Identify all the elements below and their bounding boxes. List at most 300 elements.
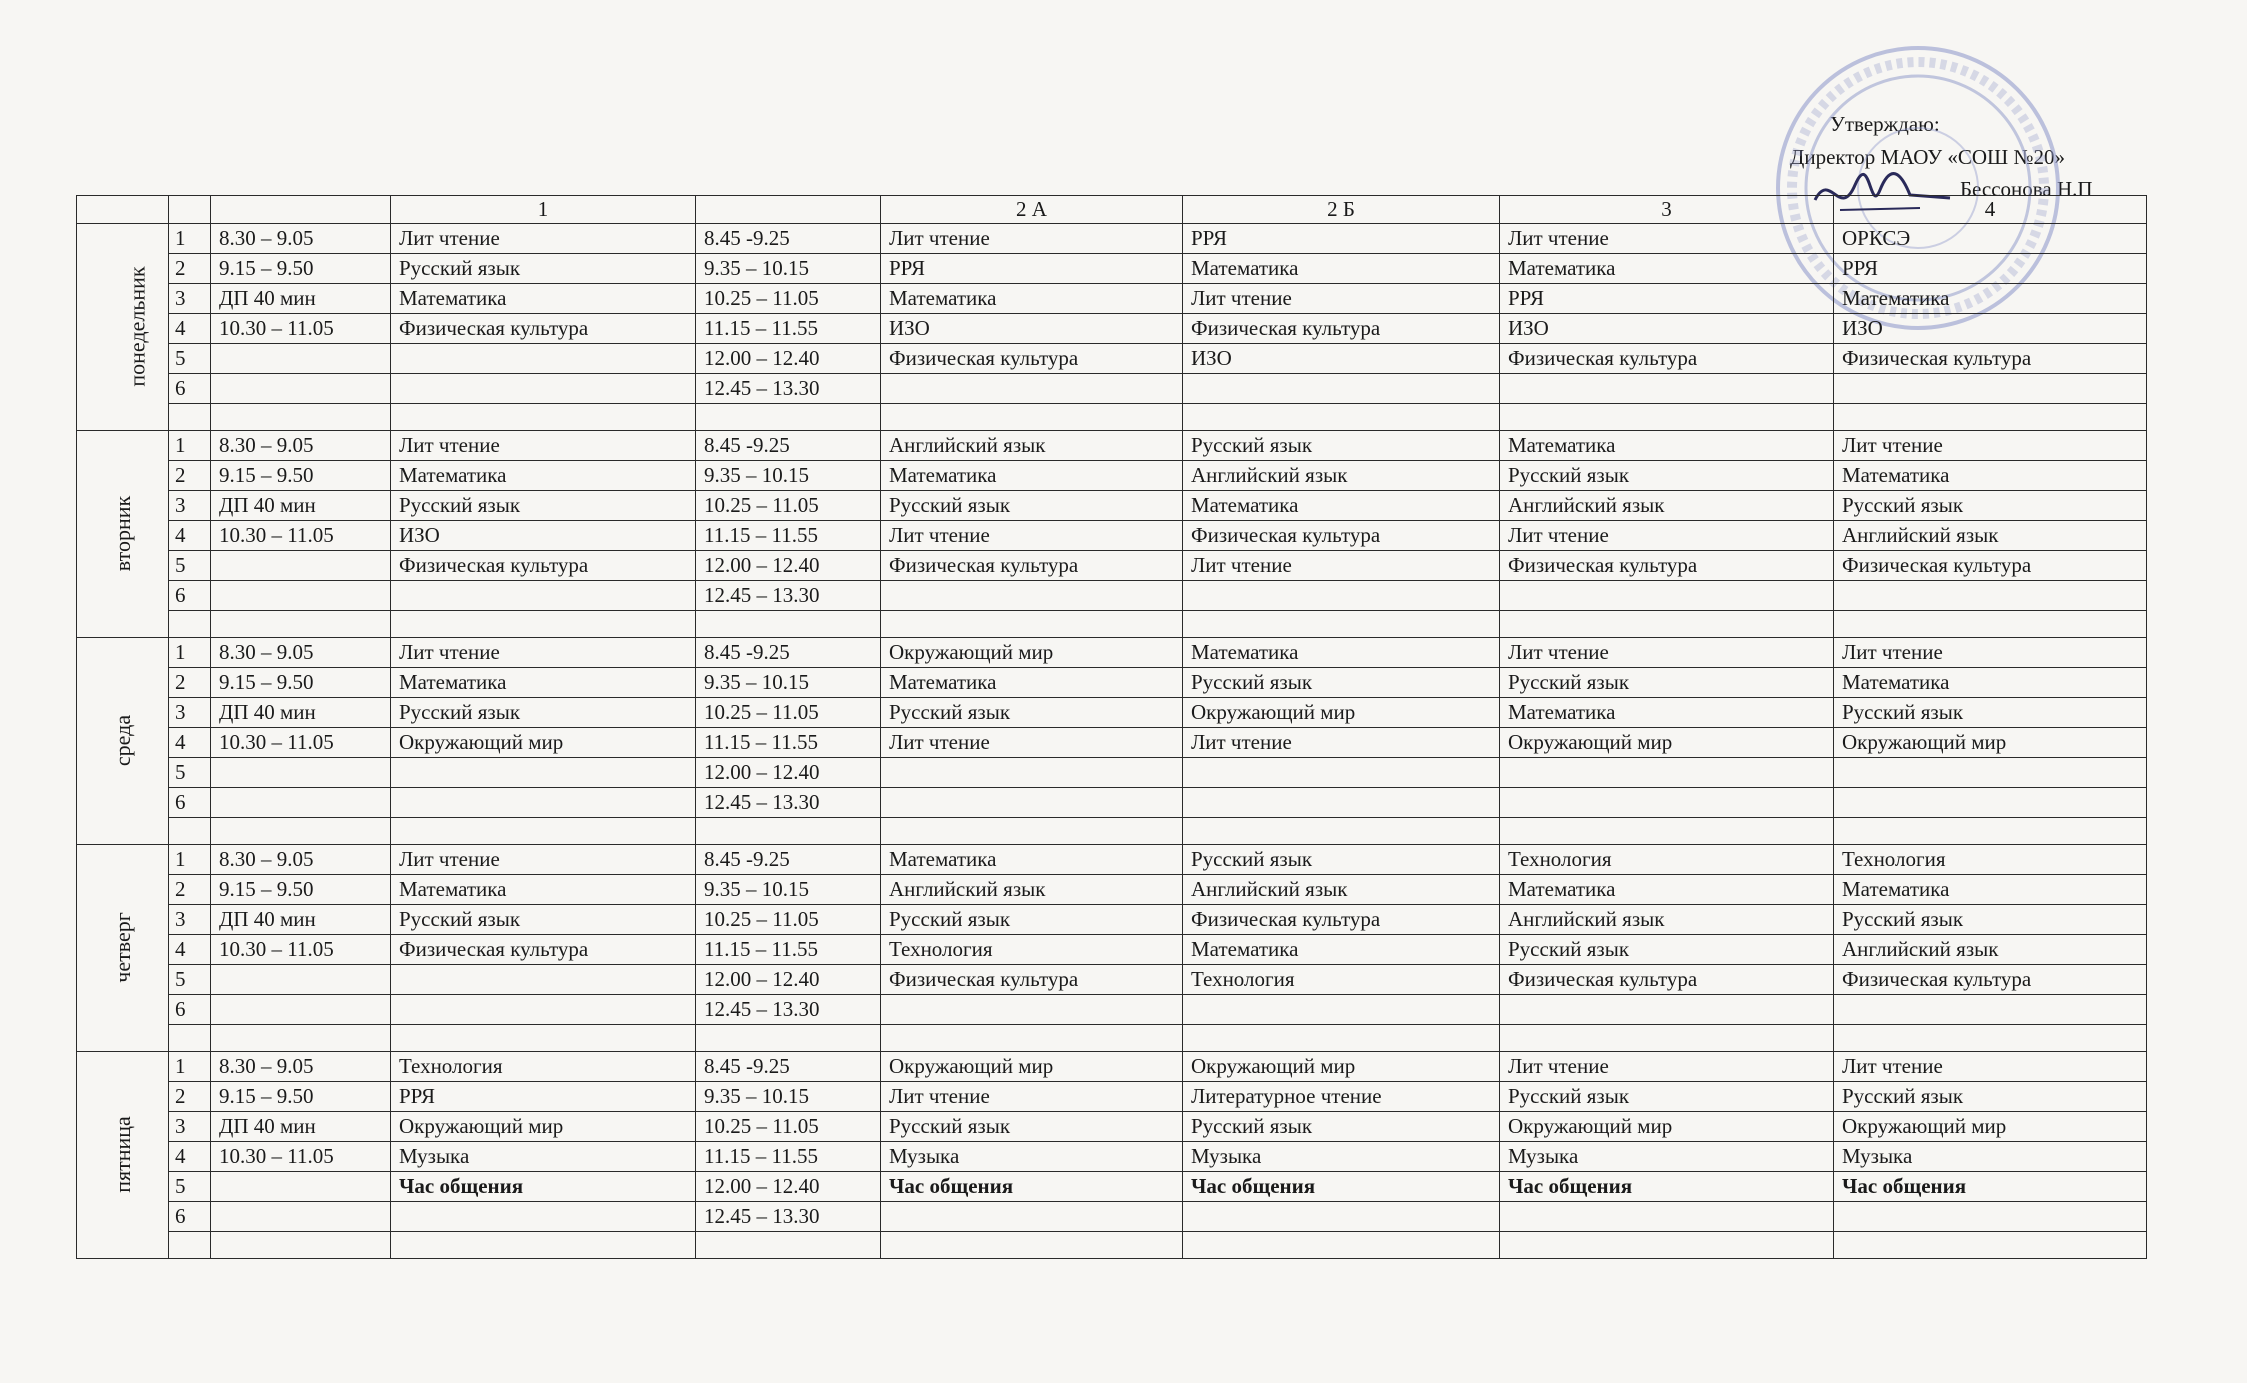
approval-block [1790,108,2220,206]
subject-class-2b [1183,374,1500,404]
table-row [77,965,2147,995]
subject-class-4: РРЯ [1834,254,2147,284]
table-row [77,344,2147,374]
time-classes-2-4: 9.35 – 10.15 [696,254,881,284]
subject-class-2a [881,374,1183,404]
lesson-number: 3 [169,698,211,728]
spacer-cell [211,404,391,431]
header-empty [169,196,211,224]
subject-class-2b: Окружающий мир [1183,698,1500,728]
subject-class-3: Окружающий мир [1500,1112,1834,1142]
subject-class-4: Окружающий мир [1834,728,2147,758]
subject-class-4: Физическая культура [1834,344,2147,374]
day-label [77,1052,169,1259]
table-row [77,521,2147,551]
subject-class-3: Физическая культура [1500,551,1834,581]
spacer-cell [391,1232,696,1259]
time-classes-2-4: 10.25 – 11.05 [696,491,881,521]
header-empty [696,196,881,224]
subject-class-1: Окружающий мир [391,1112,696,1142]
subject-class-3: Русский язык [1500,668,1834,698]
subject-class-3: Русский язык [1500,935,1834,965]
spacer-cell [391,404,696,431]
spacer-cell [1834,818,2147,845]
subject-class-3: Русский язык [1500,461,1834,491]
table-row [77,224,2147,254]
subject-class-1 [391,758,696,788]
spacer-cell [391,611,696,638]
subject-class-2a [881,758,1183,788]
subject-class-3: Лит чтение [1500,1052,1834,1082]
day-name: вторник [110,495,135,572]
subject-class-1 [391,788,696,818]
subject-class-2a: Русский язык [881,491,1183,521]
subject-class-2b: Английский язык [1183,461,1500,491]
subject-class-4 [1834,581,2147,611]
table-row [77,374,2147,404]
spacer-cell [1183,1025,1500,1052]
subject-class-4: Математика [1834,284,2147,314]
subject-class-2a: Математика [881,461,1183,491]
time-class-1: 8.30 – 9.05 [211,1052,391,1082]
subject-class-2a: Лит чтение [881,224,1183,254]
time-classes-2-4: 11.15 – 11.55 [696,935,881,965]
spacer-cell [1500,404,1834,431]
lesson-number: 4 [169,521,211,551]
subject-class-3 [1500,758,1834,788]
lesson-number: 4 [169,935,211,965]
time-class-1: ДП 40 мин [211,284,391,314]
subject-class-1: Лит чтение [391,431,696,461]
table-row [77,875,2147,905]
subject-class-1 [391,344,696,374]
lesson-number: 5 [169,1172,211,1202]
lesson-number: 2 [169,254,211,284]
time-class-1: 10.30 – 11.05 [211,728,391,758]
table-row [77,995,2147,1025]
subject-class-4: Технология [1834,845,2147,875]
subject-class-1: Час общения [391,1172,696,1202]
subject-class-1: Физическая культура [391,551,696,581]
spacer-cell [169,404,211,431]
day-label [77,638,169,845]
subject-class-2a: Математика [881,668,1183,698]
subject-class-2a [881,1202,1183,1232]
spacer-cell [1183,404,1500,431]
spacer-row [77,1232,2147,1259]
table-row [77,758,2147,788]
time-class-1: 9.15 – 9.50 [211,461,391,491]
table-row [77,581,2147,611]
subject-class-4: Лит чтение [1834,638,2147,668]
lesson-number: 5 [169,965,211,995]
time-class-1: 10.30 – 11.05 [211,521,391,551]
time-classes-2-4: 10.25 – 11.05 [696,1112,881,1142]
time-classes-2-4: 8.45 -9.25 [696,431,881,461]
table-row [77,935,2147,965]
time-class-1 [211,551,391,581]
subject-class-4: Физическая культура [1834,965,2147,995]
subject-class-1: Технология [391,1052,696,1082]
subject-class-3 [1500,581,1834,611]
time-classes-2-4: 12.45 – 13.30 [696,788,881,818]
table-row [77,284,2147,314]
lesson-number: 6 [169,374,211,404]
spacer-cell [1500,611,1834,638]
subject-class-2b: Физическая культура [1183,314,1500,344]
lesson-number: 5 [169,758,211,788]
table-row [77,788,2147,818]
subject-class-2b: Лит чтение [1183,284,1500,314]
header-row [77,196,2147,224]
subject-class-4: Окружающий мир [1834,1112,2147,1142]
spacer-cell [881,1232,1183,1259]
lesson-number: 2 [169,668,211,698]
spacer-cell [211,1025,391,1052]
time-class-1 [211,1172,391,1202]
subject-class-2a: РРЯ [881,254,1183,284]
subject-class-1: Математика [391,875,696,905]
spacer-cell [696,1232,881,1259]
subject-class-4: Русский язык [1834,491,2147,521]
subject-class-4 [1834,1202,2147,1232]
subject-class-4: Музыка [1834,1142,2147,1172]
time-classes-2-4: 10.25 – 11.05 [696,698,881,728]
subject-class-3 [1500,788,1834,818]
subject-class-2a: Лит чтение [881,728,1183,758]
subject-class-1 [391,1202,696,1232]
time-classes-2-4: 8.45 -9.25 [696,845,881,875]
lesson-number: 6 [169,995,211,1025]
subject-class-2a [881,581,1183,611]
table-row [77,491,2147,521]
subject-class-3: Физическая культура [1500,965,1834,995]
subject-class-4: Лит чтение [1834,1052,2147,1082]
subject-class-4: ИЗО [1834,314,2147,344]
table-row [77,698,2147,728]
spacer-cell [169,1232,211,1259]
subject-class-2a: Лит чтение [881,1082,1183,1112]
subject-class-1: Окружающий мир [391,728,696,758]
subject-class-3: Английский язык [1500,491,1834,521]
table-row [77,1082,2147,1112]
subject-class-4: Лит чтение [1834,431,2147,461]
spacer-cell [1183,611,1500,638]
header-empty [211,196,391,224]
subject-class-4: Час общения [1834,1172,2147,1202]
subject-class-3: Окружающий мир [1500,728,1834,758]
day-label [77,224,169,431]
day-name: понедельник [124,266,150,387]
subject-class-1: Математика [391,461,696,491]
spacer-cell [1834,611,2147,638]
spacer-cell [169,611,211,638]
time-class-1: ДП 40 мин [211,905,391,935]
subject-class-4 [1834,758,2147,788]
subject-class-4: Русский язык [1834,698,2147,728]
time-classes-2-4: 12.00 – 12.40 [696,344,881,374]
subject-class-1: РРЯ [391,1082,696,1112]
lesson-number: 3 [169,491,211,521]
subject-class-4: Математика [1834,875,2147,905]
header-class-3: 3 [1500,196,1834,224]
header-empty [77,196,169,224]
subject-class-3 [1500,374,1834,404]
subject-class-2b: Математика [1183,935,1500,965]
spacer-row [77,611,2147,638]
table-row [77,845,2147,875]
subject-class-1: Лит чтение [391,638,696,668]
time-classes-2-4: 12.45 – 13.30 [696,1202,881,1232]
day-name: четверг [110,912,135,983]
table-row [77,314,2147,344]
time-class-1 [211,788,391,818]
subject-class-4: Русский язык [1834,905,2147,935]
lesson-number: 3 [169,1112,211,1142]
spacer-cell [881,1025,1183,1052]
time-class-1: 9.15 – 9.50 [211,1082,391,1112]
spacer-cell [881,404,1183,431]
subject-class-1: Лит чтение [391,224,696,254]
subject-class-2b: Технология [1183,965,1500,995]
subject-class-2b: Математика [1183,254,1500,284]
subject-class-2a: Физическая культура [881,344,1183,374]
subject-class-2b: Математика [1183,638,1500,668]
lesson-number: 5 [169,551,211,581]
lesson-number: 3 [169,905,211,935]
time-classes-2-4: 9.35 – 10.15 [696,1082,881,1112]
subject-class-1 [391,374,696,404]
spacer-cell [881,818,1183,845]
spacer-cell [169,1025,211,1052]
table-row [77,728,2147,758]
subject-class-2b: Русский язык [1183,431,1500,461]
lesson-number: 6 [169,1202,211,1232]
spacer-cell [1500,1025,1834,1052]
lesson-number: 1 [169,1052,211,1082]
subject-class-2b: Лит чтение [1183,728,1500,758]
lesson-number: 5 [169,344,211,374]
lesson-number: 1 [169,431,211,461]
time-class-1: 9.15 – 9.50 [211,668,391,698]
time-class-1: 10.30 – 11.05 [211,1142,391,1172]
subject-class-3 [1500,1202,1834,1232]
subject-class-2a: Математика [881,845,1183,875]
subject-class-2a: Русский язык [881,905,1183,935]
time-class-1 [211,1202,391,1232]
subject-class-4 [1834,788,2147,818]
spacer-cell [1183,1232,1500,1259]
table-row [77,905,2147,935]
spacer-cell [1183,818,1500,845]
subject-class-4: Русский язык [1834,1082,2147,1112]
spacer-cell [169,818,211,845]
day-label [77,431,169,638]
subject-class-1: Лит чтение [391,845,696,875]
time-classes-2-4: 11.15 – 11.55 [696,728,881,758]
time-classes-2-4: 12.00 – 12.40 [696,965,881,995]
table-row [77,551,2147,581]
time-classes-2-4: 8.45 -9.25 [696,638,881,668]
table-row [77,254,2147,284]
subject-class-1: Физическая культура [391,935,696,965]
subject-class-2a: Физическая культура [881,965,1183,995]
time-class-1: 8.30 – 9.05 [211,224,391,254]
subject-class-3: Лит чтение [1500,224,1834,254]
subject-class-4: Математика [1834,668,2147,698]
subject-class-3: Математика [1500,431,1834,461]
time-class-1: ДП 40 мин [211,491,391,521]
day-name: среда [109,714,135,767]
time-classes-2-4: 12.00 – 12.40 [696,1172,881,1202]
time-classes-2-4: 11.15 – 11.55 [696,1142,881,1172]
spacer-cell [211,1232,391,1259]
subject-class-1: ИЗО [391,521,696,551]
subject-class-1: Математика [391,284,696,314]
subject-class-3: Технология [1500,845,1834,875]
subject-class-2a: ИЗО [881,314,1183,344]
lesson-number: 4 [169,1142,211,1172]
lesson-number: 4 [169,728,211,758]
spacer-cell [1500,1232,1834,1259]
spacer-cell [696,611,881,638]
header-class-1: 1 [391,196,696,224]
subject-class-1: Русский язык [391,698,696,728]
spacer-row [77,1025,2147,1052]
time-classes-2-4: 9.35 – 10.15 [696,668,881,698]
subject-class-2b: Физическая культура [1183,905,1500,935]
subject-class-3: Математика [1500,698,1834,728]
time-classes-2-4: 12.00 – 12.40 [696,758,881,788]
time-classes-2-4: 10.25 – 11.05 [696,284,881,314]
table-row [77,668,2147,698]
table-row [77,1052,2147,1082]
subject-class-1: Русский язык [391,254,696,284]
subject-class-2b [1183,1202,1500,1232]
subject-class-2b: Физическая культура [1183,521,1500,551]
subject-class-4 [1834,374,2147,404]
lesson-number: 3 [169,284,211,314]
time-classes-2-4: 12.00 – 12.40 [696,551,881,581]
lesson-number: 2 [169,461,211,491]
spacer-cell [391,818,696,845]
day-label [77,845,169,1052]
time-class-1 [211,374,391,404]
subject-class-2a [881,995,1183,1025]
subject-class-3: Час общения [1500,1172,1834,1202]
subject-class-2a: Окружающий мир [881,1052,1183,1082]
subject-class-2b [1183,788,1500,818]
subject-class-3: Лит чтение [1500,521,1834,551]
time-classes-2-4: 10.25 – 11.05 [696,905,881,935]
subject-class-1: Математика [391,668,696,698]
subject-class-2b: Русский язык [1183,1112,1500,1142]
approval-title: Утверждаю: [1830,112,1940,136]
subject-class-2b: Английский язык [1183,875,1500,905]
day-name: пятница [110,1116,135,1193]
time-class-1: ДП 40 мин [211,698,391,728]
time-class-1: 10.30 – 11.05 [211,314,391,344]
spacer-cell [696,1025,881,1052]
subject-class-1: Русский язык [391,491,696,521]
subject-class-4 [1834,995,2147,1025]
spacer-cell [211,611,391,638]
time-classes-2-4: 8.45 -9.25 [696,1052,881,1082]
time-class-1: 8.30 – 9.05 [211,845,391,875]
spacer-cell [1834,404,2147,431]
lesson-number: 4 [169,314,211,344]
time-class-1: 10.30 – 11.05 [211,935,391,965]
subject-class-2b: РРЯ [1183,224,1500,254]
time-classes-2-4: 8.45 -9.25 [696,224,881,254]
time-classes-2-4: 11.15 – 11.55 [696,521,881,551]
lesson-number: 6 [169,581,211,611]
subject-class-3: Музыка [1500,1142,1834,1172]
subject-class-2b [1183,995,1500,1025]
table-row [77,1142,2147,1172]
subject-class-3: Математика [1500,254,1834,284]
time-class-1 [211,758,391,788]
spacer-row [77,404,2147,431]
spacer-cell [1834,1232,2147,1259]
subject-class-2a: Английский язык [881,431,1183,461]
time-class-1: 9.15 – 9.50 [211,875,391,905]
time-classes-2-4: 12.45 – 13.30 [696,374,881,404]
time-class-1: 9.15 – 9.50 [211,254,391,284]
subject-class-3: Физическая культура [1500,344,1834,374]
subject-class-3: РРЯ [1500,284,1834,314]
table-row [77,1112,2147,1142]
time-classes-2-4: 12.45 – 13.30 [696,995,881,1025]
subject-class-3: ИЗО [1500,314,1834,344]
subject-class-4: Английский язык [1834,935,2147,965]
time-classes-2-4: 9.35 – 10.15 [696,875,881,905]
time-class-1 [211,965,391,995]
spacer-cell [211,818,391,845]
subject-class-2b: Литературное чтение [1183,1082,1500,1112]
subject-class-1: Физическая культура [391,314,696,344]
subject-class-2a: Русский язык [881,698,1183,728]
time-classes-2-4: 11.15 – 11.55 [696,314,881,344]
spacer-cell [696,818,881,845]
header-class-4: 4 [1834,196,2147,224]
subject-class-1 [391,965,696,995]
subject-class-3: Лит чтение [1500,638,1834,668]
subject-class-1 [391,581,696,611]
subject-class-2b: Русский язык [1183,668,1500,698]
subject-class-2a: Окружающий мир [881,638,1183,668]
lesson-number: 1 [169,224,211,254]
table-row [77,1202,2147,1232]
subject-class-4: Английский язык [1834,521,2147,551]
time-class-1 [211,344,391,374]
subject-class-2b: Музыка [1183,1142,1500,1172]
lesson-number: 2 [169,875,211,905]
subject-class-2b: Математика [1183,491,1500,521]
spacer-cell [881,611,1183,638]
time-classes-2-4: 12.45 – 13.30 [696,581,881,611]
subject-class-2a: Лит чтение [881,521,1183,551]
subject-class-2b: Окружающий мир [1183,1052,1500,1082]
approval-signatory: Бессонова Н.П [1960,177,2093,202]
subject-class-2b: Лит чтение [1183,551,1500,581]
subject-class-3 [1500,995,1834,1025]
subject-class-2b [1183,581,1500,611]
time-class-1: 8.30 – 9.05 [211,431,391,461]
table-row [77,461,2147,491]
spacer-cell [1500,818,1834,845]
table-row [77,431,2147,461]
